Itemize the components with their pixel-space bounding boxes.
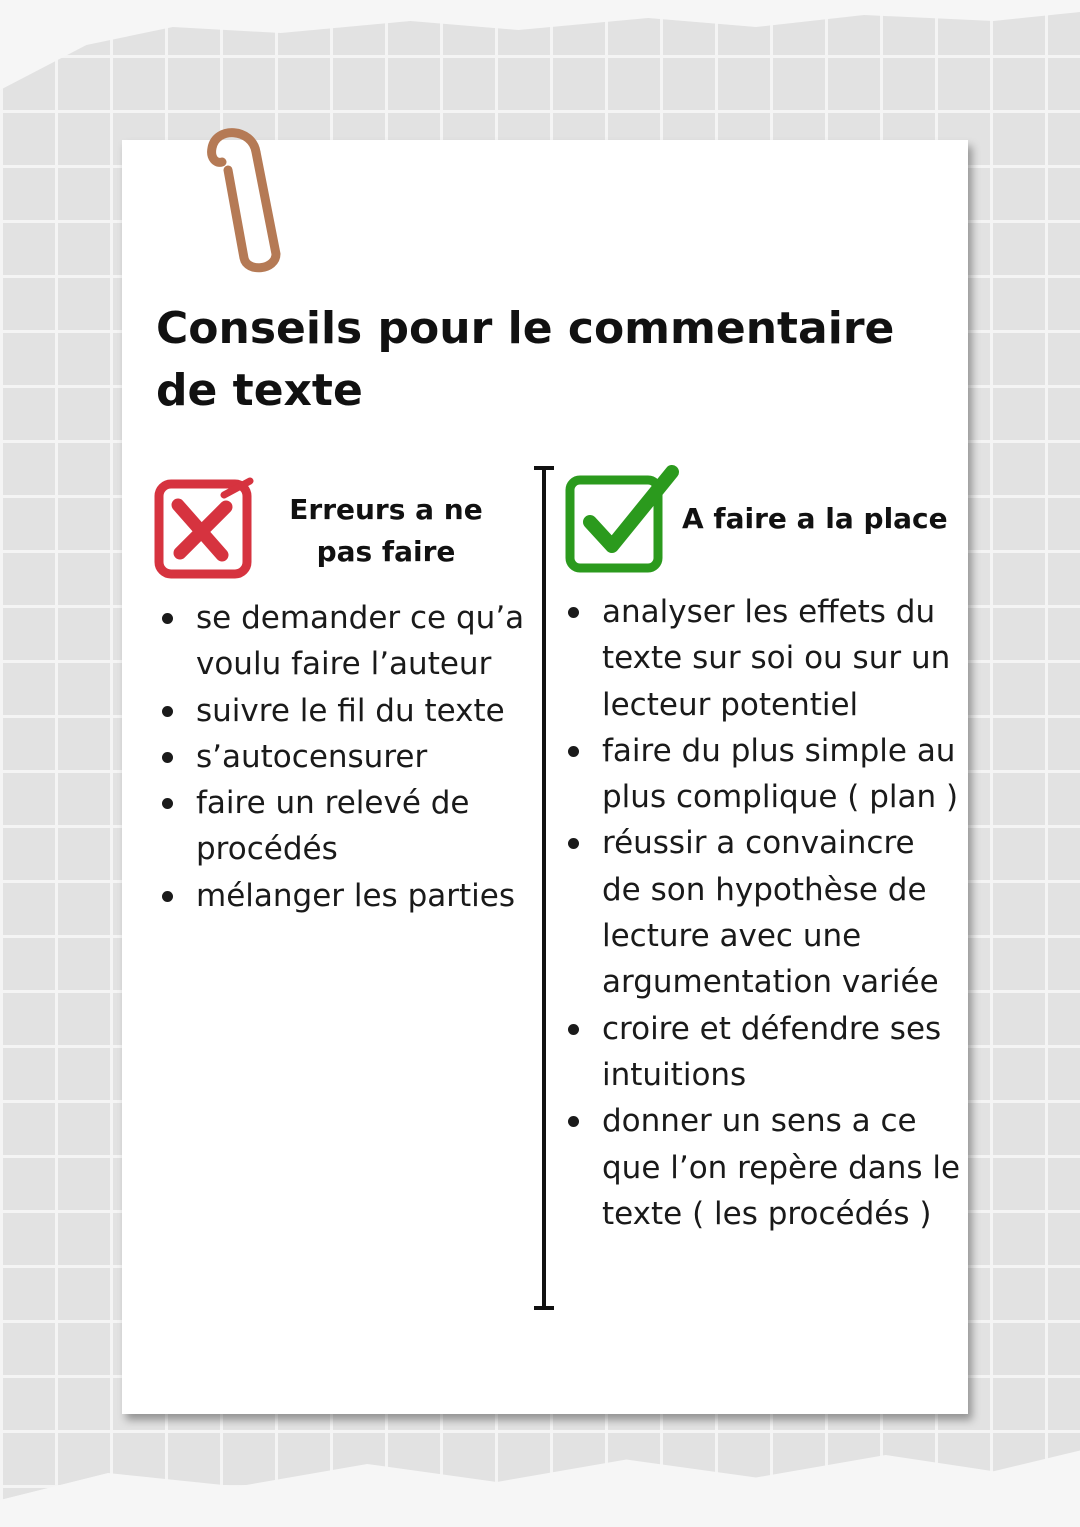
list-item: mélanger les parties [156, 873, 531, 919]
list-item: faire un relevé de procédés [156, 780, 531, 873]
list-item: faire du plus simple au plus complique ( plan ) [562, 728, 962, 821]
left-column-heading: Erreurs a ne pas faire [289, 493, 483, 568]
mistakes-list [156, 595, 531, 919]
red-x-checkbox-icon [152, 477, 258, 581]
page-title: Conseils pour le commentaire de texte [156, 303, 895, 416]
green-check-checkbox-icon [562, 462, 684, 576]
paperclip-icon [198, 118, 288, 278]
torn-paper-bottom [0, 1437, 1080, 1527]
right-column-heading: A faire a la place [682, 502, 948, 535]
list-item: donner un sens a ce que l’on repère dans le texte ( les procédés ) [562, 1098, 962, 1237]
list-item: se demander ce qu’a voulu faire l’auteur [156, 595, 531, 688]
column-divider [532, 466, 556, 1310]
list-item: s’autocensurer [156, 734, 531, 780]
advice-list [562, 589, 962, 1237]
list-item: réussir a convaincre de son hypothèse de lecture avec une argumentation variée [562, 820, 962, 1005]
torn-paper-top [0, 0, 1080, 150]
list-item: analyser les effets du texte sur soi ou sur un lecteur potentiel [562, 589, 962, 728]
list-item: suivre le fil du texte [156, 688, 531, 734]
list-item: croire et défendre ses intuitions [562, 1006, 962, 1099]
